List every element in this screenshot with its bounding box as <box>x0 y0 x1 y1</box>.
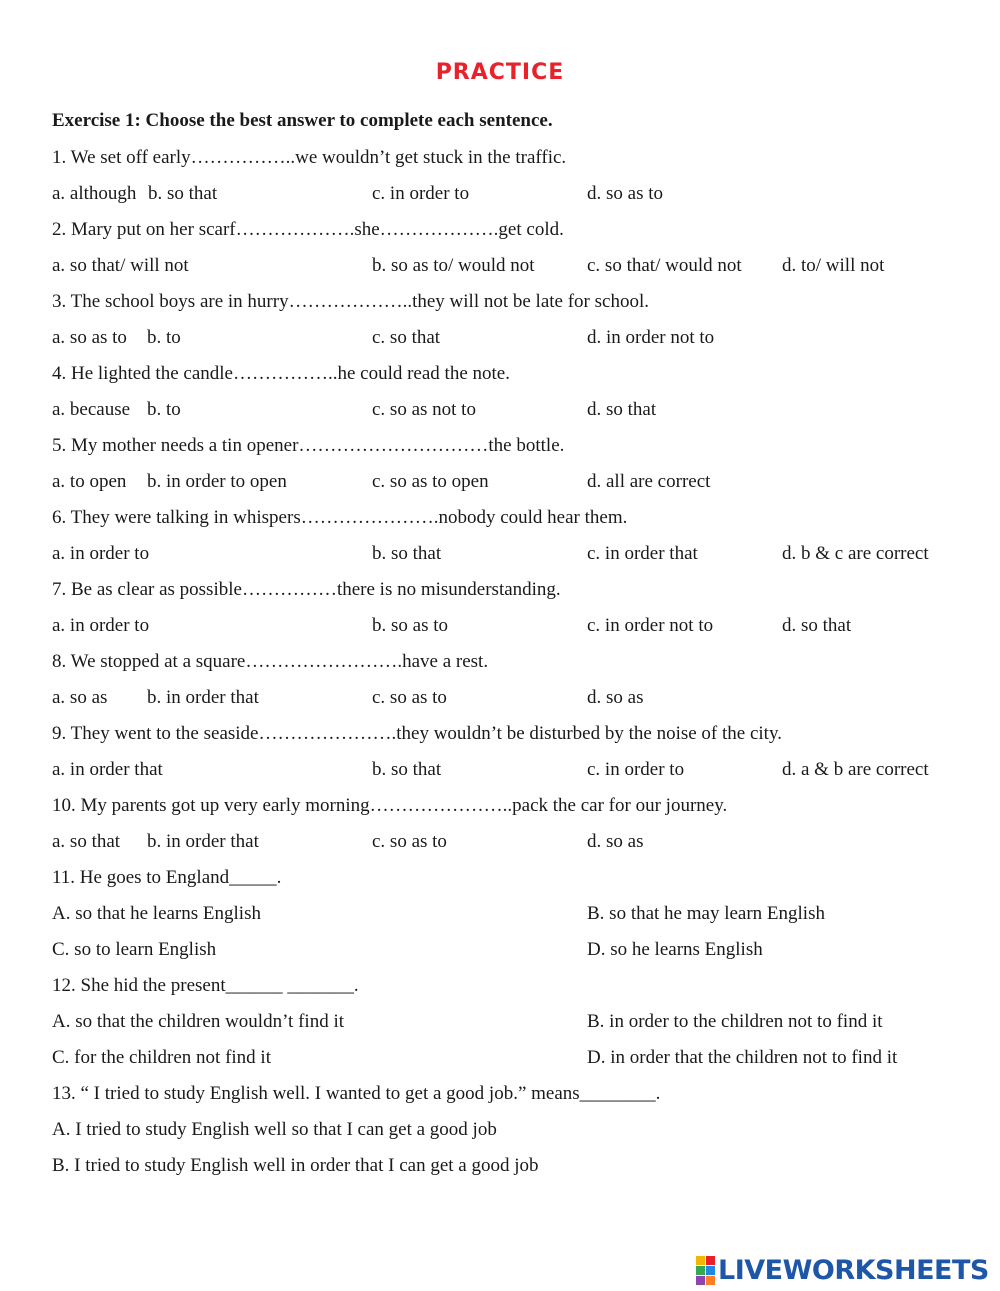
question-3-stem <box>52 286 972 322</box>
option-d[interactable]: d. so as <box>587 687 644 708</box>
liveworksheets-logo <box>696 1254 989 1286</box>
question-text: 11. He goes to England_____. <box>52 867 282 888</box>
option-c[interactable]: c. so that/ would not <box>587 255 742 276</box>
option-c[interactable]: c. so as to <box>372 687 447 708</box>
page-title: PRACTICE <box>435 60 565 85</box>
option-a[interactable]: a. so that/ will not <box>52 255 189 276</box>
question-13-option-b-row <box>52 1150 972 1186</box>
option-d[interactable]: d. to/ will not <box>782 255 885 276</box>
question-text: 7. Be as clear as possible……………there is no misunderstanding. <box>52 579 561 600</box>
logo-block <box>696 1276 705 1285</box>
question-4-options <box>52 394 972 430</box>
question-text: 4. He lighted the candle……………..he could read the note. <box>52 363 510 384</box>
question-10-stem <box>52 790 972 826</box>
question-9-stem <box>52 718 972 754</box>
logo-block <box>706 1266 715 1275</box>
question-text: 10. My parents got up very early morning…………………..pack the car for our journey. <box>52 795 728 816</box>
question-12-stem <box>52 970 972 1006</box>
question-11-options-ab <box>52 898 972 934</box>
option-b[interactable]: b. to <box>147 327 181 348</box>
option-c[interactable]: c. so as to open <box>372 471 489 492</box>
option-d[interactable]: D. in order that the children not to find it <box>587 1047 898 1068</box>
option-b[interactable]: b. in order to open <box>147 471 287 492</box>
question-text: 1. We set off early……………..we wouldn’t get stuck in the traffic. <box>52 147 567 168</box>
question-7-options <box>52 610 972 646</box>
option-d[interactable]: d. in order not to <box>587 327 715 348</box>
logo-text: LIVEWORKSHEETS <box>718 1254 989 1286</box>
option-d[interactable]: d. a & b are correct <box>782 759 929 780</box>
question-text: 13. “ I tried to study English well. I wanted to get a good job.” means________. <box>52 1083 661 1104</box>
option-b[interactable]: b. so as to/ would not <box>372 255 535 276</box>
question-6-stem <box>52 502 972 538</box>
question-8-options <box>52 682 972 718</box>
option-b[interactable]: B. I tried to study English well in order that I can get a good job <box>52 1155 539 1176</box>
option-a[interactable]: a. although <box>52 183 137 204</box>
question-5-options <box>52 466 972 502</box>
option-c[interactable]: c. so as not to <box>372 399 476 420</box>
option-a[interactable]: a. to open <box>52 471 127 492</box>
question-8-stem <box>52 646 972 682</box>
logo-blocks-icon <box>696 1256 715 1285</box>
logo-block <box>696 1256 705 1265</box>
option-a[interactable]: a. in order that <box>52 759 163 780</box>
option-a[interactable]: A. I tried to study English well so that I can get a good job <box>52 1119 497 1140</box>
question-text: 6. They were talking in whispers………………….nobody could hear them. <box>52 507 628 528</box>
option-c[interactable]: c. in order not to <box>587 615 714 636</box>
option-c[interactable]: c. so that <box>372 327 441 348</box>
question-3-options <box>52 322 972 358</box>
logo-block <box>706 1256 715 1265</box>
option-a[interactable]: a. because <box>52 399 131 420</box>
option-b[interactable]: b. so as to <box>372 615 448 636</box>
exercise-heading: Exercise 1: Choose the best answer to complete each sentence. <box>52 110 553 131</box>
option-d[interactable]: d. so that <box>782 615 852 636</box>
question-text: 9. They went to the seaside………………….they wouldn’t be disturbed by the noise of the city. <box>52 723 782 744</box>
question-4-stem <box>52 358 972 394</box>
option-b[interactable]: B. in order to the children not to find it <box>587 1011 883 1032</box>
question-6-options <box>52 538 972 574</box>
option-b[interactable]: b. so that <box>372 759 442 780</box>
question-11-stem <box>52 862 972 898</box>
option-c[interactable]: C. for the children not find it <box>52 1047 271 1068</box>
logo-block <box>706 1276 715 1285</box>
option-c[interactable]: c. in order to <box>372 183 470 204</box>
option-a[interactable]: A. so that the children wouldn’t find it <box>52 1011 344 1032</box>
question-13-option-a-row <box>52 1114 972 1150</box>
option-d[interactable]: d. b & c are correct <box>782 543 929 564</box>
option-a[interactable]: a. so as <box>52 687 108 708</box>
question-text: 8. We stopped at a square…………………….have a rest. <box>52 651 489 672</box>
option-d[interactable]: d. so as to <box>587 183 663 204</box>
question-2-options <box>52 250 972 286</box>
question-9-options <box>52 754 972 790</box>
option-d[interactable]: d. so as <box>587 831 644 852</box>
logo-block <box>696 1266 705 1275</box>
question-12-options-ab <box>52 1006 972 1042</box>
question-13-stem <box>52 1078 972 1114</box>
question-text: 12. She hid the present______ _______. <box>52 975 359 996</box>
question-text: 2. Mary put on her scarf……………….she……………….get cold. <box>52 219 564 240</box>
option-c[interactable]: c. so as to <box>372 831 447 852</box>
question-text: 3. The school boys are in hurry………………..they will not be late for school. <box>52 291 649 312</box>
option-b[interactable]: b. in order that <box>147 687 259 708</box>
question-list <box>52 142 972 1186</box>
option-a[interactable]: a. in order to <box>52 543 150 564</box>
option-d[interactable]: d. all are correct <box>587 471 711 492</box>
option-c[interactable]: c. in order that <box>587 543 698 564</box>
option-b[interactable]: b. in order that <box>147 831 259 852</box>
option-d[interactable]: d. so that <box>587 399 657 420</box>
question-1-options <box>52 178 972 214</box>
question-11-options-cd <box>52 934 972 970</box>
option-d[interactable]: D. so he learns English <box>587 939 763 960</box>
option-a[interactable]: a. so that <box>52 831 121 852</box>
question-5-stem <box>52 430 972 466</box>
option-c[interactable]: C. so to learn English <box>52 939 217 960</box>
option-a[interactable]: a. in order to <box>52 615 150 636</box>
option-a[interactable]: A. so that he learns English <box>52 903 261 924</box>
question-1-stem <box>52 142 972 178</box>
question-text: 5. My mother needs a tin opener…………………………the bottle. <box>52 435 565 456</box>
question-2-stem <box>52 214 972 250</box>
option-b[interactable]: b. to <box>147 399 181 420</box>
question-7-stem <box>52 574 972 610</box>
question-12-options-cd <box>52 1042 972 1078</box>
question-10-options <box>52 826 972 862</box>
option-b[interactable]: B. so that he may learn English <box>587 903 825 924</box>
option-b[interactable]: b. so that <box>372 543 442 564</box>
option-a[interactable]: a. so as to <box>52 327 127 348</box>
option-c[interactable]: c. in order to <box>587 759 685 780</box>
option-b[interactable]: b. so that <box>148 183 218 204</box>
